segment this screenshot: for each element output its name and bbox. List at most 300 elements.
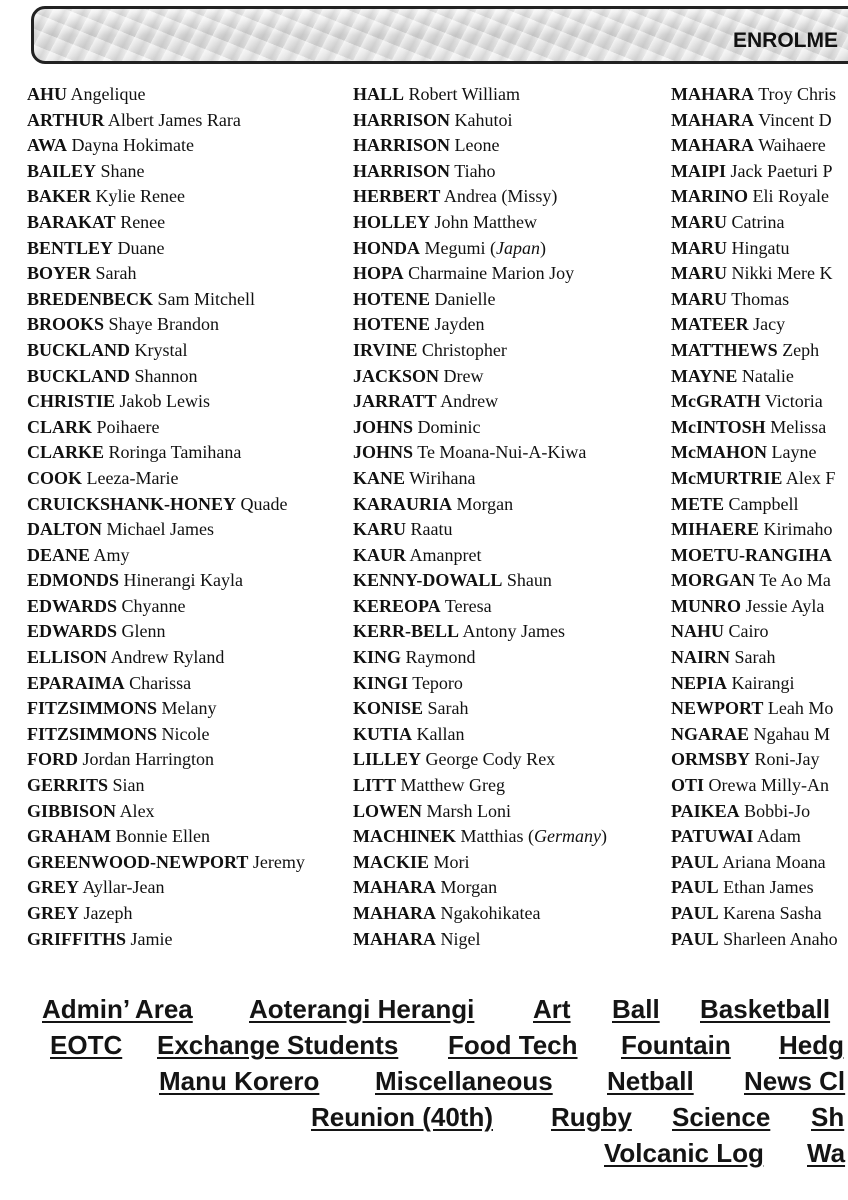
given-names: Victoria — [764, 391, 823, 412]
given-names: Jessie Ayla — [745, 595, 825, 616]
nav-row-2 — [0, 1030, 848, 1062]
given-names: John Matthew — [434, 211, 538, 232]
student-name-entry — [671, 184, 838, 210]
surname: MACHINEK — [353, 826, 456, 847]
country-note: Japan — [496, 237, 540, 258]
nav-link-reunion[interactable]: Reunion (40th) — [311, 1102, 493, 1132]
student-name-entry — [671, 568, 838, 594]
surname: IRVINE — [353, 339, 418, 360]
given-names: Eli Royale — [752, 186, 829, 207]
student-name-entry — [27, 543, 305, 569]
student-name-entry — [27, 671, 305, 697]
surname: MARU — [671, 211, 727, 232]
given-names: Glenn — [121, 621, 166, 642]
given-names: Shaun — [506, 570, 552, 591]
name-column-1 — [27, 82, 305, 952]
surname: MOETU-RANGIHA — [671, 544, 832, 565]
given-names: Sian — [112, 775, 145, 796]
surname: KONISE — [353, 698, 424, 719]
surname: GREY — [27, 877, 80, 898]
surname: MATTHEWS — [671, 339, 778, 360]
nav-link-wa[interactable]: Wa — [807, 1138, 846, 1168]
student-name-entry — [27, 184, 305, 210]
surname: AHU — [27, 84, 67, 104]
surname: EDMONDS — [27, 570, 120, 591]
surname: KEREOPA — [353, 595, 441, 616]
given-names: Jack Paeturi P — [730, 160, 833, 181]
given-names: Cairo — [728, 621, 769, 642]
name-column-3 — [671, 82, 838, 952]
student-name-entry — [353, 517, 607, 543]
student-name-entry — [353, 210, 607, 236]
given-names: Leah Mo — [767, 698, 834, 719]
given-names: Sarah — [95, 263, 137, 284]
surname: McGRATH — [671, 391, 761, 412]
surname: PAUL — [671, 851, 719, 872]
surname: KERR-BELL — [353, 621, 460, 642]
surname: NEWPORT — [671, 698, 764, 719]
given-names: Krystal — [134, 339, 188, 360]
surname: MUNRO — [671, 595, 741, 616]
given-names: Sarah — [734, 647, 776, 668]
given-names: Raymond — [405, 647, 476, 668]
surname: BAKER — [27, 186, 92, 207]
surname: NAIRN — [671, 647, 731, 668]
nav-row-3 — [0, 1066, 848, 1098]
given-names: Melany — [161, 698, 217, 719]
surname: GRAHAM — [27, 826, 111, 847]
surname: CLARKE — [27, 442, 105, 463]
student-name-entry — [671, 747, 838, 773]
given-names: Jeremy — [252, 851, 305, 872]
student-name-entry — [671, 517, 838, 543]
given-names: Albert James Rara — [107, 109, 241, 130]
given-names: Shaye Brandon — [108, 314, 220, 335]
surname: ARTHUR — [27, 109, 105, 130]
nav-row-4 — [0, 1102, 848, 1134]
student-name-entry — [27, 850, 305, 876]
student-name-entry — [353, 466, 607, 492]
student-name-entry — [27, 440, 305, 466]
surname: EPARAIMA — [27, 672, 125, 693]
student-name-entry — [671, 210, 838, 236]
surname: BARAKAT — [27, 211, 116, 232]
surname: HARRISON — [353, 160, 451, 181]
student-name-entry — [27, 492, 305, 518]
surname: KUTIA — [353, 723, 413, 744]
given-names: Kallan — [416, 723, 465, 744]
given-names: Duane — [117, 237, 165, 258]
given-names: Shannon — [134, 365, 198, 386]
student-name-entry — [353, 184, 607, 210]
given-names: Jakob Lewis — [119, 391, 211, 412]
student-name-entry — [27, 261, 305, 287]
given-names: Troy Chris — [758, 84, 837, 104]
student-name-entry — [27, 568, 305, 594]
surname: PAIKEA — [671, 800, 740, 821]
student-name-entry — [671, 799, 838, 825]
given-names: Kirimaho — [763, 519, 833, 540]
surname: MATEER — [671, 314, 749, 335]
student-name-entry — [671, 236, 838, 262]
given-names: Charissa — [129, 672, 192, 693]
surname: MAHARA — [353, 903, 436, 923]
surname: MORGAN — [671, 570, 755, 591]
student-name-entry — [27, 108, 305, 134]
given-names: Charmaine Marion Joy — [408, 263, 575, 284]
student-name-entry — [27, 645, 305, 671]
student-name-entry — [353, 594, 607, 620]
surname: HOPA — [353, 263, 404, 284]
student-name-entry — [353, 850, 607, 876]
given-names: Michael James — [106, 519, 215, 540]
student-name-entry — [671, 927, 838, 953]
nav-link-sh[interactable]: Sh — [811, 1102, 845, 1132]
given-names: George Cody Rex — [425, 749, 556, 770]
given-names: Poihaere — [96, 416, 160, 437]
nav-link-news[interactable]: News Cl — [744, 1066, 846, 1096]
nav-link-netball[interactable]: Netball — [607, 1066, 694, 1096]
surname: DALTON — [27, 519, 103, 540]
nav-link-science[interactable]: Science — [672, 1102, 771, 1132]
surname: MAIPI — [671, 160, 726, 181]
student-name-entry — [353, 696, 607, 722]
surname: BAILEY — [27, 160, 97, 181]
nav-link-fountain[interactable]: Fountain — [621, 1030, 731, 1060]
student-name-entry — [671, 364, 838, 390]
surname: KANE — [353, 467, 406, 488]
student-name-entry — [27, 875, 305, 901]
nav-link-miscellaneous[interactable]: Miscellaneous — [375, 1066, 553, 1096]
surname: MAHARA — [671, 135, 754, 156]
given-names: Morgan — [440, 877, 498, 898]
nav-link-admin-area[interactable]: Admin’ Area — [42, 994, 193, 1024]
student-name-entry — [671, 159, 838, 185]
surname: ELLISON — [27, 647, 108, 668]
surname: DEANE — [27, 544, 91, 565]
surname: BUCKLAND — [27, 365, 131, 386]
student-name-entry — [671, 594, 838, 620]
given-names: Bonnie Ellen — [115, 826, 210, 847]
student-name-entry — [353, 440, 607, 466]
given-names: Ethan James — [723, 877, 814, 898]
nav-link-hedg[interactable]: Hedg — [779, 1030, 844, 1060]
student-name-entry — [671, 901, 838, 927]
student-name-entry — [353, 236, 607, 262]
given-names: Nigel — [440, 928, 481, 949]
given-names: Teresa — [444, 595, 492, 616]
student-name-entry — [27, 338, 305, 364]
given-names: Jordan Harrington — [82, 749, 214, 770]
nav-link-rugby[interactable]: Rugby — [551, 1102, 632, 1132]
given-names: Ngahau M — [753, 723, 830, 744]
surname: MAHARA — [671, 109, 754, 130]
surname: LITT — [353, 775, 397, 796]
student-name-entry — [353, 389, 607, 415]
surname: GREENWOOD-NEWPORT — [27, 851, 249, 872]
student-name-entry — [27, 824, 305, 850]
given-names: Andrew Ryland — [110, 647, 225, 668]
student-name-entry — [353, 543, 607, 569]
surname: CLARK — [27, 416, 93, 437]
surname: HARRISON — [353, 109, 451, 130]
student-name-entry — [671, 287, 838, 313]
surname: JOHNS — [353, 416, 414, 437]
given-names: Jamie — [130, 928, 173, 949]
student-name-entry — [671, 696, 838, 722]
given-names: Danielle — [434, 288, 496, 309]
student-name-entry — [353, 492, 607, 518]
surname: BUCKLAND — [27, 339, 131, 360]
nav-link-volcanic-log[interactable]: Volcanic Log — [604, 1138, 764, 1168]
surname: MARU — [671, 288, 727, 309]
given-names: Natalie — [741, 365, 794, 386]
student-name-entry — [671, 722, 838, 748]
surname: HOLLEY — [353, 211, 431, 232]
given-names: Vincent D — [758, 109, 832, 130]
student-name-entry — [27, 466, 305, 492]
given-names: Kahutoi — [454, 109, 513, 130]
student-name-entry — [353, 875, 607, 901]
given-names: Wirihana — [409, 467, 476, 488]
given-names: Karena Sasha — [723, 903, 822, 923]
given-names: Catrina — [731, 211, 785, 232]
surname: MAHARA — [671, 84, 754, 104]
given-names: Nikki Mere K — [731, 263, 833, 284]
surname: AWA — [27, 135, 68, 156]
surname: GERRITS — [27, 775, 109, 796]
given-names: Christopher — [421, 339, 507, 360]
student-name-entry — [353, 799, 607, 825]
student-name-entry — [27, 901, 305, 927]
given-names: Chyanne — [121, 595, 186, 616]
surname: CRUICKSHANK-HONEY — [27, 493, 237, 514]
given-names: Waihaere — [758, 135, 826, 156]
student-name-entry — [27, 82, 305, 108]
student-name-entry — [671, 543, 838, 569]
given-names: Nicole — [161, 723, 210, 744]
student-name-entry — [671, 875, 838, 901]
given-names: Thomas — [731, 288, 790, 309]
student-name-entry — [353, 901, 607, 927]
student-name-entry — [353, 261, 607, 287]
given-names: Alex F — [785, 467, 836, 488]
given-names: Roringa Tamihana — [108, 442, 242, 463]
nav-link-art[interactable]: Art — [533, 994, 571, 1024]
nav-row-5 — [0, 1138, 848, 1170]
given-names: Roni-Jay — [754, 749, 820, 770]
surname: MARU — [671, 237, 727, 258]
student-name-entry — [353, 338, 607, 364]
given-names: Te Moana-Nui-A-Kiwa — [417, 442, 587, 463]
student-name-entry — [27, 696, 305, 722]
student-name-entry — [27, 799, 305, 825]
surname: FITZSIMMONS — [27, 698, 158, 719]
student-name-entry — [671, 850, 838, 876]
given-names: Jayden — [434, 314, 485, 335]
surname: PAUL — [671, 877, 719, 898]
given-names: Alex — [119, 800, 155, 821]
student-name-entry — [27, 517, 305, 543]
student-name-entry — [671, 671, 838, 697]
student-name-entry — [671, 312, 838, 338]
given-names: Mori — [433, 851, 470, 872]
student-name-entry — [353, 312, 607, 338]
given-names: Teporo — [412, 672, 463, 693]
given-names: Melissa — [770, 416, 827, 437]
student-name-entry — [27, 364, 305, 390]
student-name-entry — [353, 747, 607, 773]
given-names: Amanpret — [409, 544, 482, 565]
student-name-entry — [27, 236, 305, 262]
given-names: Marsh Loni — [426, 800, 512, 821]
name-column-2 — [353, 82, 607, 952]
given-names: Sarah — [427, 698, 469, 719]
student-name-entry — [27, 773, 305, 799]
surname: MARINO — [671, 186, 748, 207]
surname: KAUR — [353, 544, 406, 565]
surname: LOWEN — [353, 800, 423, 821]
student-name-entry — [353, 133, 607, 159]
student-name-entry — [671, 82, 838, 108]
student-name-entry — [353, 619, 607, 645]
surname: HALL — [353, 84, 405, 104]
given-names: Raatu — [410, 519, 453, 540]
given-names: Campbell — [728, 493, 799, 514]
student-name-entry — [671, 440, 838, 466]
given-names: Hingatu — [731, 237, 790, 258]
surname: MACKIE — [353, 851, 429, 872]
student-name-entry — [27, 133, 305, 159]
surname: McMURTRIE — [671, 467, 783, 488]
given-names: Layne — [771, 442, 817, 463]
surname: PAUL — [671, 928, 719, 949]
given-names: Kairangi — [731, 672, 795, 693]
given-names: Hinerangi Kayla — [123, 570, 243, 591]
student-name-entry — [353, 568, 607, 594]
surname: MIHAERE — [671, 519, 760, 540]
surname: GREY — [27, 903, 80, 923]
surname: McMAHON — [671, 442, 767, 463]
given-names: Dominic — [417, 416, 481, 437]
student-name-entry — [671, 415, 838, 441]
student-name-entry — [353, 415, 607, 441]
student-name-entry — [27, 927, 305, 953]
given-names: Morgan — [456, 493, 514, 514]
student-name-entry — [671, 338, 838, 364]
surname: MAHARA — [353, 877, 436, 898]
nav-link-aoterangi-herangi[interactable]: Aoterangi Herangi — [249, 994, 475, 1024]
nav-link-exchange-students[interactable]: Exchange Students — [157, 1030, 399, 1060]
given-names: Te Ao Ma — [759, 570, 831, 591]
student-name-entry — [27, 619, 305, 645]
surname: HERBERT — [353, 186, 441, 207]
surname: MAHARA — [353, 928, 436, 949]
given-names: Matthew Greg — [400, 775, 505, 796]
given-names: Tiaho — [454, 160, 496, 181]
given-names: Matthias ( — [460, 826, 534, 847]
given-names: Dayna Hokimate — [71, 135, 194, 156]
surname: KARAURIA — [353, 493, 452, 514]
student-name-entry — [353, 159, 607, 185]
given-names: Robert William — [408, 84, 520, 104]
student-name-entry — [353, 773, 607, 799]
surname: LILLEY — [353, 749, 422, 770]
given-names: Antony James — [462, 621, 566, 642]
given-names: Leone — [454, 135, 500, 156]
surname: HARRISON — [353, 135, 451, 156]
given-names: Leeza-Marie — [86, 467, 179, 488]
nav-link-basketball[interactable]: Basketball — [700, 994, 831, 1024]
nav-row-1 — [0, 994, 848, 1026]
student-name-entry — [353, 645, 607, 671]
surname: MARU — [671, 263, 727, 284]
given-names: Andrea (Missy) — [443, 186, 558, 207]
surname: GRIFFITHS — [27, 928, 127, 949]
student-name-entry — [671, 824, 838, 850]
surname: JOHNS — [353, 442, 414, 463]
student-name-entry — [27, 747, 305, 773]
student-name-entry — [671, 492, 838, 518]
surname: PAUL — [671, 903, 719, 923]
surname: BREDENBECK — [27, 288, 154, 309]
student-name-entry — [671, 261, 838, 287]
surname: GIBBISON — [27, 800, 117, 821]
student-name-entry — [671, 389, 838, 415]
surname: BOYER — [27, 263, 92, 284]
page-header-banner — [31, 6, 848, 64]
surname: McINTOSH — [671, 416, 766, 437]
student-name-entry — [27, 389, 305, 415]
surname: MAYNE — [671, 365, 738, 386]
surname: BENTLEY — [27, 237, 114, 258]
given-names: Zeph — [782, 339, 820, 360]
student-name-entry — [671, 466, 838, 492]
nav-link-food-tech[interactable]: Food Tech — [448, 1030, 578, 1060]
given-names: Orewa Milly-An — [708, 775, 829, 796]
given-names: Quade — [240, 493, 288, 514]
given-names: Jacy — [753, 314, 786, 335]
student-name-entry — [671, 133, 838, 159]
given-names: Andrew — [440, 391, 499, 412]
surname: CHRISTIE — [27, 391, 116, 412]
page-title: ENROLME — [733, 29, 838, 52]
given-names: Ngakohikatea — [440, 903, 541, 923]
given-names: Angelique — [70, 84, 146, 104]
surname: OTI — [671, 775, 705, 796]
given-names: Jazeph — [83, 903, 133, 923]
given-names: Megumi ( — [424, 237, 496, 258]
given-names: Sam Mitchell — [157, 288, 256, 309]
surname: PATUWAI — [671, 826, 754, 847]
nav-link-eotc[interactable]: EOTC — [50, 1030, 123, 1060]
nav-link-manu-korero[interactable]: Manu Korero — [159, 1066, 320, 1096]
closing-paren: ) — [600, 826, 607, 847]
student-name-entry — [671, 773, 838, 799]
student-name-entry — [353, 108, 607, 134]
student-name-entry — [27, 210, 305, 236]
surname: NAHU — [671, 621, 724, 642]
surname: EDWARDS — [27, 621, 118, 642]
nav-link-ball[interactable]: Ball — [612, 994, 660, 1024]
given-names: Kylie Renee — [95, 186, 185, 207]
surname: METE — [671, 493, 725, 514]
student-name-entry — [353, 364, 607, 390]
student-name-entry — [671, 108, 838, 134]
student-name-entry — [27, 415, 305, 441]
student-name-entry — [27, 312, 305, 338]
surname: FORD — [27, 749, 78, 770]
